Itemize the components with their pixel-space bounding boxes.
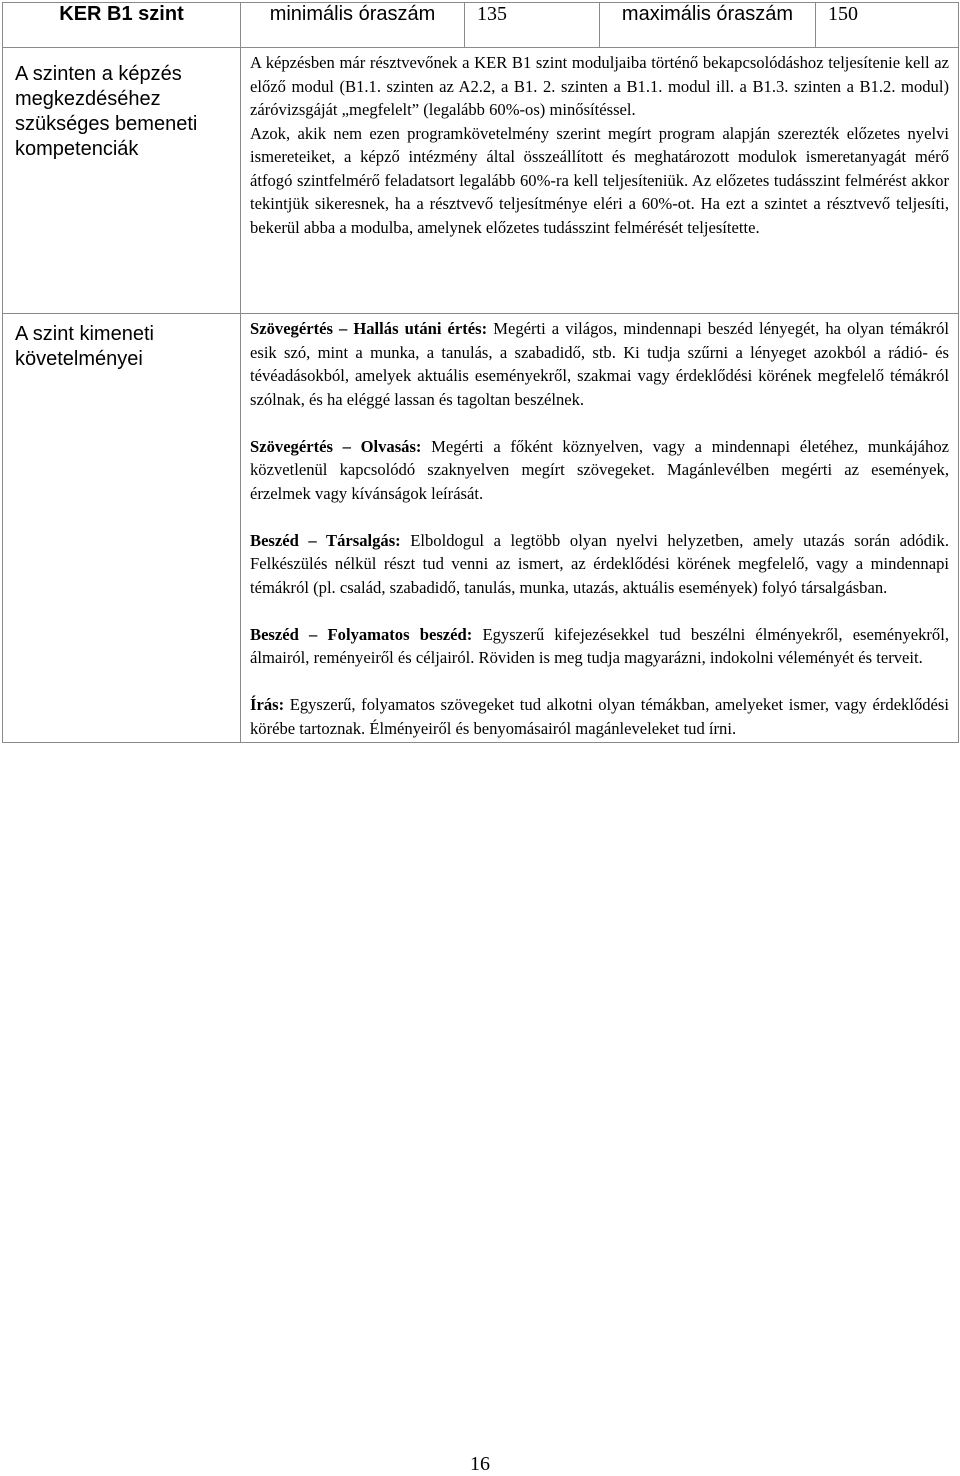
reading-text: Megérti a főként köznyelven, vagy a mindennapi életéhez, munkájához közvetlenül kapcsolódó szaknyelven megírt szövegeket. Magánlevélben megérti az események, érzelmek vagy kívánságok leírását. [250, 436, 950, 503]
writing-text: Egyszerű, folyamatos szövegeket tud alkotni olyan témákban, amelyeket ismer, vagy érdeklődési körébe tartoznak. Élményeiről és benyomásairól magánleveleket tud írni. [250, 695, 949, 738]
entry-paragraph-2: Azok, akik nem ezen programkövetelmény szerint megírt program alapján szerezték előzetes nyelvi ismereteiket, a képző intézmény által összeállított és meghatározott modulok ismeretanyagát mérő átfogó szintfelmérő feladatsort legalább 60%-ra kell teljesíteniük. Az előzetes tudásszint felmérést akkor tekintjük sikeresnek, ha a résztvevő teljesítménye eléri a 60%-ot. Ha ezt a szintet a résztvevő teljesíti, bekerül abba a modulba, amelynek előzetes tudásszint felmérését teljesítette. [250, 123, 949, 237]
listening-text: Megérti a világos, mindennapi beszéd lényegét, ha olyan témákról esik szó, mint a munka, a tanulás, a szabadidő, stb. Ki tudja szűrni a lényeget azokból a rádió- és tévéadásokból, amelyek aktuális eseményekről, szakmai vagy érdeklődési körének megfelelő témákról szólnak, és ha eléggé lassan és tagoltan beszélnek. [250, 319, 949, 409]
entry-row [3, 48, 959, 314]
output-row [3, 314, 959, 743]
min-hours-label: minimális óraszám [241, 3, 465, 48]
entry-competencies-content [241, 48, 959, 314]
speaking-paragraph [250, 623, 949, 670]
page-number: 16 [470, 1453, 490, 1475]
entry-competencies-label: A szinten a képzés megkezdéséhez szükséges bemeneti kompetenciák [3, 48, 241, 314]
output-requirements-label: A szint kimeneti követelményei [3, 314, 241, 743]
min-hours-value: 135 [465, 3, 600, 48]
reading-heading: Szövegértés – Olvasás: [250, 436, 422, 456]
max-hours-value: 150 [816, 3, 959, 48]
level-title: KER B1 szint [3, 3, 241, 48]
listening-heading: Szövegértés – Hallás utáni értés: [250, 319, 488, 338]
output-requirements-content [241, 314, 959, 743]
writing-paragraph [250, 693, 949, 740]
conversation-heading: Beszéd – Társalgás: [250, 530, 401, 550]
conversation-paragraph [250, 529, 949, 600]
conversation-text: Elboldogul a legtöbb olyan nyelvi helyzetben, amely utazás során adódik. Felkészülés nélkül részt tud venni az ismert, az érdeklődési körének megfelelő, vagy a mindennapi témákról (pl. család, szabadidő, tanulás, munka, utazás, aktuális események) folyó társalgásban. [250, 530, 949, 597]
speaking-heading: Beszéd – Folyamatos beszéd: [250, 624, 473, 644]
entry-paragraph-1: A képzésben már résztvevőnek a KER B1 szint moduljaiba történő bekapcsolódáshoz teljesítenie kell az előző modul (B1.1. szinten az A2.2, a B1. 2. szinten a B1.1. modul ill. a B1.3. szinten a B1.2. modul) záróvizsgáját „megfelelt” (legalább 60%-os) minősítéssel. [250, 53, 949, 119]
header-row [3, 3, 959, 48]
speaking-text: Egyszerű kifejezésekkel tud beszélni élményekről, eseményekről, álmairól, reményeiről és céljairól. Röviden is meg tudja magyarázni, indokolni véleményét és terveit. [250, 624, 949, 667]
max-hours-label: maximális óraszám [600, 3, 816, 48]
writing-heading: Írás: [250, 695, 285, 714]
level-spec-table [2, 2, 959, 743]
listening-paragraph [250, 317, 949, 411]
reading-paragraph [250, 435, 949, 506]
